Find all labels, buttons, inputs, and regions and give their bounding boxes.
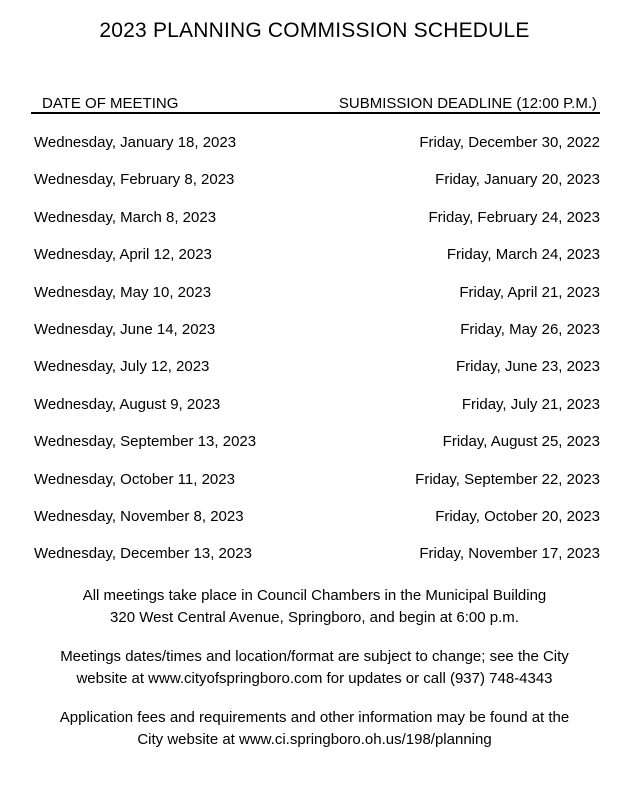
submission-deadline: Friday, June 23, 2023 [456, 358, 600, 376]
table-row [34, 546, 600, 561]
note-subject-to-change [0, 646, 629, 690]
table-header-row [31, 96, 600, 114]
table-row [34, 247, 600, 262]
table-row [34, 322, 600, 337]
table-row [34, 509, 600, 524]
note-line: 320 West Central Avenue, Springboro, and begin at 6:00 p.m. [110, 609, 519, 627]
submission-deadline: Friday, February 24, 2023 [428, 208, 600, 226]
table-row [34, 359, 600, 374]
submission-deadline: Friday, September 22, 2023 [415, 470, 600, 488]
page-title: 2023 PLANNING COMMISSION SCHEDULE [99, 19, 530, 42]
table-row [34, 172, 600, 187]
note-line: Application fees and requirements and other information may be found at the [59, 709, 570, 727]
schedule-rows [31, 135, 600, 561]
document-page [0, 18, 629, 808]
submission-deadline: Friday, May 26, 2023 [460, 320, 600, 338]
meeting-date: Wednesday, June 14, 2023 [34, 320, 216, 338]
footer-notes [0, 585, 629, 751]
note-application-fees [0, 707, 629, 751]
meeting-date: Wednesday, December 13, 2023 [34, 545, 252, 563]
note-line: City website at www.ci.springboro.oh.us/198/planning [137, 731, 492, 749]
meeting-date: Wednesday, March 8, 2023 [34, 208, 217, 226]
meeting-date: Wednesday, October 11, 2023 [34, 470, 235, 488]
submission-deadline: Friday, August 25, 2023 [442, 433, 600, 451]
table-row [34, 135, 600, 150]
meeting-date: Wednesday, July 12, 2023 [34, 358, 210, 376]
table-row [34, 285, 600, 300]
meeting-date: Wednesday, January 18, 2023 [34, 134, 237, 151]
meeting-date: Wednesday, May 10, 2023 [34, 283, 212, 301]
note-line: All meetings take place in Council Chambers in the Municipal Building [82, 587, 547, 605]
column-header-submission-deadline: SUBMISSION DEADLINE (12:00 P.M.) [338, 95, 597, 112]
submission-deadline: Friday, October 20, 2023 [435, 507, 600, 525]
schedule-table [31, 96, 600, 561]
note-meeting-location [0, 585, 629, 629]
meeting-date: Wednesday, August 9, 2023 [34, 395, 221, 413]
table-row [34, 472, 600, 487]
submission-deadline: Friday, December 30, 2022 [419, 134, 600, 151]
table-row [34, 434, 600, 449]
submission-deadline: Friday, March 24, 2023 [446, 246, 600, 264]
meeting-date: Wednesday, November 8, 2023 [34, 507, 244, 525]
column-header-date-of-meeting: DATE OF MEETING [42, 95, 179, 112]
submission-deadline: Friday, January 20, 2023 [435, 171, 600, 189]
meeting-date: Wednesday, April 12, 2023 [34, 246, 212, 264]
submission-deadline: Friday, April 21, 2023 [459, 283, 600, 301]
table-row [34, 210, 600, 225]
meeting-date: Wednesday, February 8, 2023 [34, 171, 235, 189]
submission-deadline: Friday, July 21, 2023 [461, 395, 600, 413]
meeting-date: Wednesday, September 13, 2023 [34, 433, 257, 451]
submission-deadline: Friday, November 17, 2023 [419, 545, 600, 563]
note-line: Meetings dates/times and location/format are subject to change; see the City [60, 648, 569, 666]
table-row [34, 397, 600, 412]
note-line: website at www.cityofspringboro.com for updates or call (937) 748-4343 [76, 670, 553, 688]
